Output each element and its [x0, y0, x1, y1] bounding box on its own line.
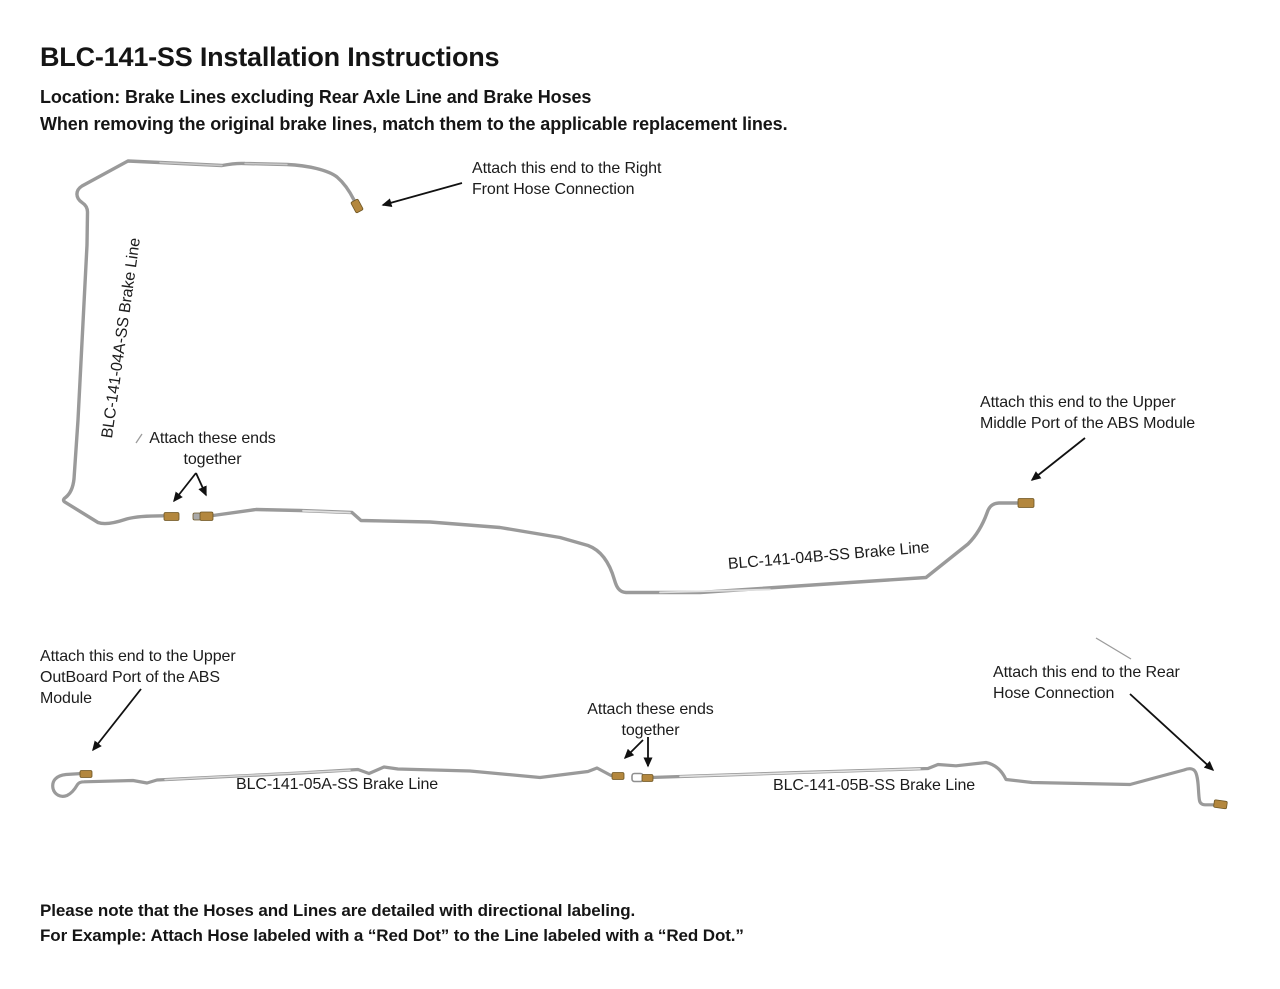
- annotation-line: Middle Port of the ABS Module: [980, 415, 1195, 432]
- annotation-line: OutBoard Port of the ABS: [40, 669, 220, 686]
- arrow-right-front-hose: [383, 183, 462, 205]
- location-line: Location: Brake Lines excluding Rear Axle Line and Brake Hoses: [40, 87, 592, 107]
- annotation-line: together: [621, 722, 680, 739]
- annotation-line: Attach these ends: [149, 430, 276, 447]
- annotation-line: Attach this end to the Upper: [40, 648, 236, 665]
- arrow-ends-together-top-left: [174, 473, 196, 501]
- annotation-line: Module: [40, 690, 92, 707]
- annotation-ends-together-bottom: [583, 699, 718, 741]
- fitting-05a-joint-end: [612, 773, 624, 780]
- annotation-line: Hose Connection: [993, 685, 1115, 702]
- label-line-04b: BLC-141-04B-SS Brake Line: [727, 539, 931, 573]
- fitting-04b-joint-end: [200, 512, 213, 521]
- label-line-05b: BLC-141-05B-SS Brake Line: [773, 777, 976, 794]
- annotation-line: Attach this end to the Rear: [993, 664, 1180, 681]
- arrow-ends-together-bottom-left: [625, 740, 643, 758]
- footer-note-red-dot-example: For Example: Attach Hose labeled with a “Red Dot” to the Line labeled with a “Red Dot.”: [40, 926, 744, 945]
- 05b-end-loop: [632, 774, 643, 782]
- arrow-ends-together-top-right: [196, 473, 206, 495]
- label-line-05a: BLC-141-05A-SS Brake Line: [236, 776, 439, 793]
- label-line-04a: BLC-141-04A-SS Brake Line: [99, 236, 144, 440]
- annotation-ends-together-top: [145, 428, 280, 470]
- footer-note-directional-labeling: Please note that the Hoses and Lines are detailed with directional labeling.: [40, 901, 636, 920]
- annotation-right-front-hose: [472, 158, 661, 200]
- removal-instruction-line: When removing the original brake lines, match them to the applicable replacement lines.: [40, 114, 788, 134]
- annotation-line: Attach these ends: [587, 701, 714, 718]
- fitting-04a-front-hose-end: [351, 199, 364, 213]
- fitting-05b-joint-end: [642, 775, 653, 782]
- fitting-04a-joint-end: [164, 513, 179, 521]
- stray-marks: [136, 434, 1131, 659]
- annotation-line: Attach this end to the Right: [472, 160, 662, 177]
- annotation-upper-outboard-abs: [40, 646, 236, 709]
- annotation-upper-middle-abs: [980, 392, 1195, 434]
- fitting-05a-abs-end: [80, 771, 92, 778]
- annotation-line: Front Hose Connection: [472, 181, 635, 198]
- annotation-rear-hose: [993, 662, 1180, 704]
- page-title: BLC-141-SS Installation Instructions: [40, 42, 500, 72]
- fitting-05b-rear-end: [1214, 800, 1228, 809]
- annotation-line: Attach this end to the Upper: [980, 394, 1176, 411]
- annotation-line: together: [183, 451, 242, 468]
- arrow-upper-middle-abs: [1032, 438, 1085, 480]
- fitting-04b-abs-end: [1018, 499, 1034, 508]
- arrow-rear-hose: [1130, 694, 1213, 770]
